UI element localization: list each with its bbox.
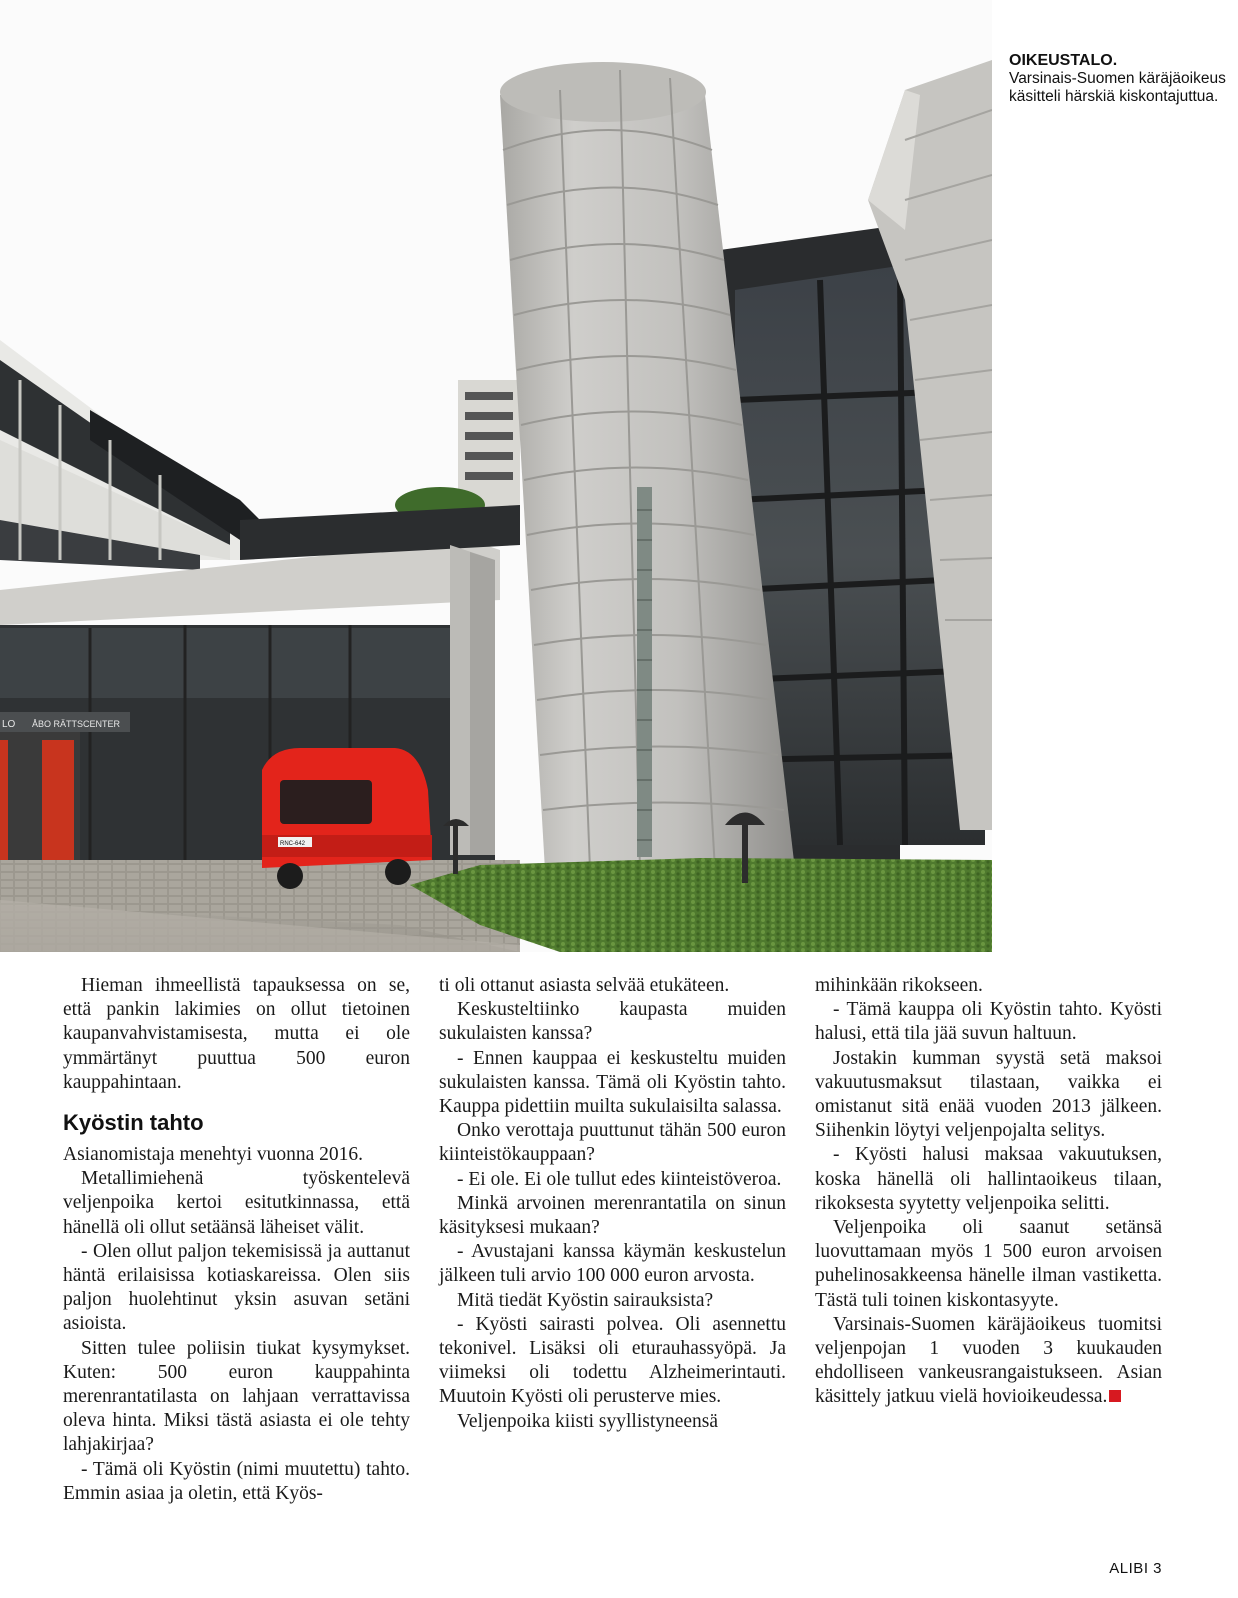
paragraph: mihinkään rikokseen. [815, 975, 983, 996]
end-of-article-mark [1109, 1390, 1121, 1402]
paragraph [815, 1313, 1162, 1410]
article-column-3 [815, 974, 1162, 1410]
photo-caption [1009, 52, 1229, 106]
caption-title: OIKEUSTALO. [1009, 52, 1118, 69]
paragraph: - Avustajani kanssa käymän keskustelun jälkeen tuli arvio 100 000 euron arvosta. [439, 1241, 786, 1287]
paragraph: Veljenpoika kiisti syyllistyneensä [457, 1410, 719, 1432]
entrance-sign: ÅBO RÄTTSCENTER [32, 719, 121, 729]
section-heading: Kyöstin tahto [63, 1110, 204, 1136]
paragraph: - Ei ole. Ei ole tullut edes kiinteistöveroa. [457, 1168, 782, 1190]
license-plate: RNC-642 [280, 841, 306, 847]
paragraph: Minkä arvoinen merenrantatila on sinun käsityksesi mukaan? [439, 1192, 786, 1239]
caption-text: Varsinais-Suomen käräjäoikeus käsitteli härskiä kiskontajuttua. [1009, 70, 1226, 105]
paragraph: - Ennen kauppaa ei keskusteltu muiden sukulaisten kanssa. Tämä oli Kyöstin tahto. Kauppa pidettiin muilta sukulaisilta salassa. [439, 1047, 786, 1118]
paragraph-text: Varsinais-Suomen käräjäoikeus tuomitsi veljenpojan 1 vuoden 3 kuukauden ehdolliseen vankeusrangaistukseen. Asian käsittely jatkuu vielä hovioikeudessa. [815, 1313, 1162, 1408]
paragraph: - Tämä oli Kyöstin (nimi muutettu) tahto. Emmin asiaa ja oletin, että Kyös- [63, 1458, 410, 1504]
entrance-sign-prefix: LO [2, 719, 16, 730]
paragraph: Onko verottaja puuttunut tähän 500 euron kiinteistökauppaan? [439, 1120, 786, 1166]
paragraph: - Tämä kauppa oli Kyöstin tahto. Kyösti halusi, että tila jää suvun haltuun. [815, 999, 1162, 1045]
paragraph: Mitä tiedät Kyöstin sairauksista? [457, 1289, 714, 1311]
paragraph: Sitten tulee poliisin tiukat kysymykset. Kuten: 500 euron kauppahinta merenrantatilasta on lahjaan verrattavissa oleva hinta. Miksi tästä asiasta ei ole tehty lahjakirjaa? [63, 1337, 410, 1456]
cobblestone-pavement [0, 860, 520, 952]
article-column-2 [439, 974, 786, 1434]
article-column-1 [63, 974, 410, 1506]
paragraph: Asianomistaja menehtyi vuonna 2016. [63, 1144, 364, 1166]
paragraph: Hieman ihmeellistä tapauksessa on se, että pankin lakimies on ollut tietoinen kaupanvahvistamisesta, mutta ei ole ymmärtänyt puuttua 500 euron kauppahintaan. [63, 975, 410, 1093]
paragraph: Veljenpoika oli saanut setänsä luovuttamaan myös 1 500 euron arvoisen puhelinosakkeensa hänelle ilman vastiketta. Tästä tuli toinen kiskontasyyte. [815, 1217, 1162, 1311]
paragraph: - Kyösti halusi maksaa vakuutuksen, koska hänellä oli hallintaoikeus tilaan, rikoksesta syytetty veljenpoika selitti. [815, 1144, 1162, 1214]
paragraph: ti oli ottanut asiasta selvää etukäteen. [439, 975, 730, 996]
paragraph: - Kyösti sairasti polvea. Oli asennettu tekonivel. Lisäksi oli eturauhassyöpä. Ja viimeksi oli todettu Alzheimerintauti. Muutoin Kyösti oli perusterve mies. [439, 1313, 786, 1408]
courthouse-photo [0, 0, 992, 952]
page-footer: ALIBI 3 [1109, 1560, 1162, 1577]
paragraph: - Olen ollut paljon tekemisissä ja auttanut häntä erilaisissa kotiaskareissa. Olen siis paljon huolehtinut yksin asuvan setäni asioista. [63, 1240, 410, 1335]
paragraph: Keskusteltiinko kaupasta muiden sukulaisten kanssa? [439, 999, 786, 1045]
paragraph: Jostakin kumman syystä setä maksoi vakuutusmaksut tilastaan, vaikka ei omistanut sitä enää vuoden 2013 jälkeen. Siihenkin löytyi veljenpojalta selitys. [815, 1047, 1162, 1142]
paragraph: Metallimiehenä työskentelevä veljenpoika kertoi esitutkinnassa, että hänellä oli ollut setäänsä läheiset välit. [63, 1168, 410, 1238]
